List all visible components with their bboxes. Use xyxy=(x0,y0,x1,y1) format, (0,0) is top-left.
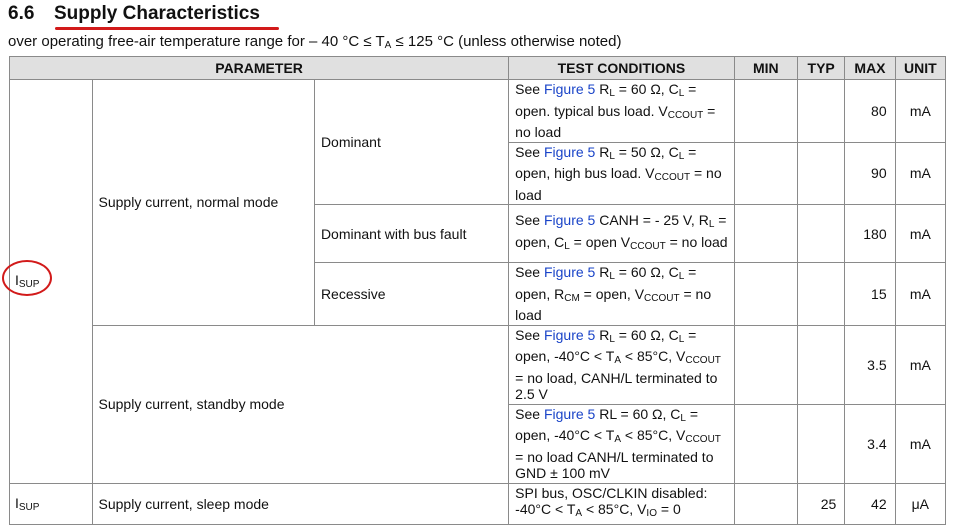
max-cell: 42 xyxy=(845,483,895,524)
param-standby-mode: Supply current, standby mode xyxy=(92,325,509,483)
header-test-conditions: TEST CONDITIONS xyxy=(509,57,734,80)
section-title: Supply Characteristics xyxy=(54,3,260,24)
table-row xyxy=(10,325,946,404)
max-cell: 90 xyxy=(845,142,895,205)
max-cell: 15 xyxy=(845,263,895,326)
test-condition: See Figure 5 CANH = - 25 V, $R_L$ = open, $C_L$ = open $V_{CCOUT}$ = no load xyxy=(509,205,734,263)
supply-characteristics-table xyxy=(9,56,946,525)
min-cell xyxy=(734,205,797,263)
red-underline-annotation xyxy=(55,27,279,30)
max-cell: 3.5 xyxy=(845,325,895,404)
min-cell xyxy=(734,80,797,143)
red-circle-annotation xyxy=(2,260,52,296)
unit-cell: mA xyxy=(895,263,945,326)
param-normal-mode: Supply current, normal mode xyxy=(92,80,314,326)
unit-cell: mA xyxy=(895,404,945,483)
min-cell xyxy=(734,325,797,404)
header-typ: TYP xyxy=(798,57,845,80)
min-cell xyxy=(734,142,797,205)
min-cell xyxy=(734,404,797,483)
test-condition: SPI bus, OSC/CLKIN disabled: $-40^\circ C < T_A < 85^\circ C$, $V_{IO} = 0$ xyxy=(509,483,734,524)
param-sleep-mode: Supply current, sleep mode xyxy=(92,483,509,524)
typ-cell xyxy=(798,325,845,404)
header-min: MIN xyxy=(734,57,797,80)
header-row xyxy=(10,57,946,80)
subtitle-suffix: ≤ 125 °C (unless otherwise noted) xyxy=(391,33,622,50)
test-condition: See Figure 5 $R_L = 60$ Ω, $C_L$ = open, $-40^\circ C < T_A < 85^\circ C$, $V_{CCOUT}$ = no load, CANH/L terminated to 2.5 V xyxy=(509,325,734,404)
section-heading xyxy=(8,3,260,25)
test-condition: See Figure 5 $R_L = 60$ Ω, $C_L$ = open, $R_{CM}$ = open, $V_{CCOUT}$ = no load xyxy=(509,263,734,326)
header-parameter: PARAMETER xyxy=(10,57,509,80)
subtitle-prefix: over operating free-air temperature range for – 40 °C ≤ T xyxy=(8,33,385,50)
typ-cell xyxy=(798,205,845,263)
typ-cell xyxy=(798,404,845,483)
subparam-recessive: Recessive xyxy=(314,263,508,326)
test-condition: See Figure 5 $R_L = 60$ Ω, $C_L$ = open. typical bus load. $V_{CCOUT}$ = no load xyxy=(509,80,734,143)
symbol-isup-sleep: $I_{SUP}$ xyxy=(10,483,93,524)
typ-cell xyxy=(798,80,845,143)
header-unit: UNIT xyxy=(895,57,945,80)
table-row xyxy=(10,80,946,143)
typ-cell xyxy=(798,263,845,326)
figure-5-link[interactable]: Figure 5 xyxy=(543,81,596,97)
table-subtitle xyxy=(8,33,622,51)
test-condition: See Figure 5 RL = 60 Ω, $C_L$ = open, $-40^\circ C < T_A < 85^\circ C$, $V_{CCOUT}$ = no load CANH/L terminated to GND ± 100 mV xyxy=(509,404,734,483)
figure-5-link[interactable]: Figure 5 xyxy=(543,264,596,280)
subparam-dominant: Dominant xyxy=(314,80,508,205)
max-cell: 3.4 xyxy=(845,404,895,483)
test-condition: See Figure 5 $R_L = 50$ Ω, $C_L$ = open, high bus load. $V_{CCOUT}$ = no load xyxy=(509,142,734,205)
unit-cell: μA xyxy=(895,483,945,524)
subtitle-sub: A xyxy=(384,40,392,51)
unit-cell: mA xyxy=(895,80,945,143)
min-cell xyxy=(734,483,797,524)
figure-5-link[interactable]: Figure 5 xyxy=(543,326,596,343)
max-cell: 180 xyxy=(845,205,895,263)
max-cell: 80 xyxy=(845,80,895,143)
subparam-dominant-bus-fault: Dominant with bus fault xyxy=(314,205,508,263)
symbol-isup: $I_{SUP}$ xyxy=(10,80,93,484)
figure-5-link[interactable]: Figure 5 xyxy=(543,143,596,160)
figure-5-link[interactable]: Figure 5 xyxy=(543,212,596,228)
section-number: 6.6 xyxy=(8,3,35,24)
header-max: MAX xyxy=(845,57,895,80)
typ-cell xyxy=(798,142,845,205)
unit-cell: mA xyxy=(895,325,945,404)
typ-cell: 25 xyxy=(798,483,845,524)
min-cell xyxy=(734,263,797,326)
unit-cell: mA xyxy=(895,142,945,205)
unit-cell: mA xyxy=(895,205,945,263)
table-row xyxy=(10,483,946,524)
figure-5-link[interactable]: Figure 5 xyxy=(543,405,596,422)
